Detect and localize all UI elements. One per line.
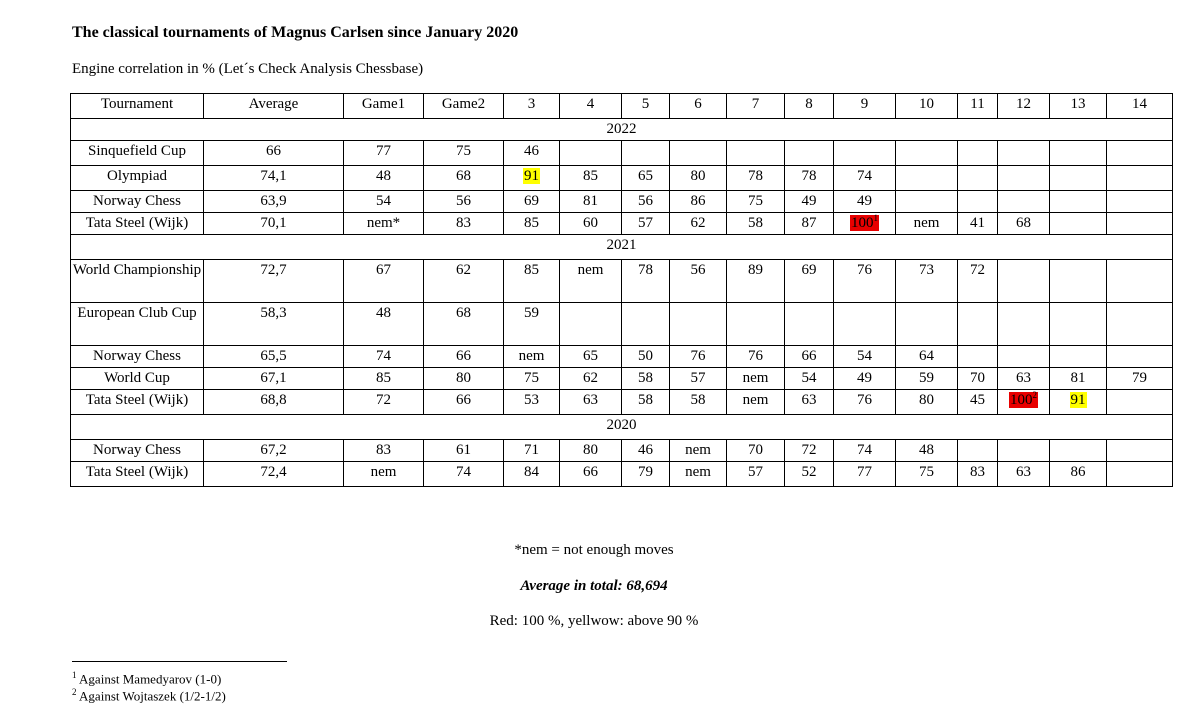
table-cell: 85: [344, 368, 424, 390]
table-cell: 78: [622, 260, 670, 303]
table-cell: 50: [622, 346, 670, 368]
table-cell: [504, 166, 560, 191]
table-header-row: [71, 94, 1173, 119]
table-cell: [958, 166, 998, 191]
table-cell: [727, 303, 785, 346]
table-cell: 49: [834, 191, 896, 213]
table-cell: 46: [504, 141, 560, 166]
average-cell: 67,2: [204, 440, 344, 462]
year-label: 2021: [71, 235, 1173, 260]
table-cell: 59: [504, 303, 560, 346]
table-cell: [958, 346, 998, 368]
column-header: 5: [622, 94, 670, 119]
tournament-name: Norway Chess: [71, 440, 204, 462]
footnote-text: Against Wojtaszek (1/2-1/2): [79, 688, 226, 704]
footnote-ref: 2: [1032, 390, 1037, 400]
table-row: [71, 440, 1173, 462]
tournament-name: Olympiad: [71, 166, 204, 191]
table-cell: 56: [424, 191, 504, 213]
table-cell: [896, 303, 958, 346]
table-cell: 70: [727, 440, 785, 462]
table-cell: 86: [1050, 462, 1107, 487]
table-cell: 87: [785, 213, 834, 235]
yellow-highlight-value: 91: [524, 168, 539, 184]
table-cell: 72: [344, 390, 424, 415]
footnote-2: [72, 687, 226, 704]
table-cell: 77: [834, 462, 896, 487]
table-cell: 67: [344, 260, 424, 303]
table-cell: [998, 440, 1050, 462]
column-header: 12: [998, 94, 1050, 119]
table-cell: 75: [504, 368, 560, 390]
table-cell: [998, 141, 1050, 166]
table-cell: [1050, 390, 1107, 415]
table-cell: 63: [785, 390, 834, 415]
table-cell: nem: [727, 368, 785, 390]
table-cell: [1050, 213, 1107, 235]
tournament-name: Tata Steel (Wijk): [71, 390, 204, 415]
table-cell: [785, 141, 834, 166]
table-cell: 70: [958, 368, 998, 390]
column-header: Game2: [424, 94, 504, 119]
table-cell: nem: [560, 260, 622, 303]
tournament-name: European Club Cup: [71, 303, 204, 346]
yellow-highlight-value: 91: [1070, 392, 1086, 408]
table-cell: 62: [424, 260, 504, 303]
table-cell: 81: [560, 191, 622, 213]
table-cell: [1107, 440, 1173, 462]
table-cell: [1107, 191, 1173, 213]
table-cell: [1107, 346, 1173, 368]
column-header: Tournament: [71, 94, 204, 119]
footnote-text: Against Mamedyarov (1-0): [79, 671, 222, 687]
table-cell: 75: [896, 462, 958, 487]
table-cell: [958, 191, 998, 213]
tournament-name: Norway Chess: [71, 346, 204, 368]
table-cell: [998, 346, 1050, 368]
column-header: 7: [727, 94, 785, 119]
table-cell: 66: [424, 346, 504, 368]
table-cell: 80: [560, 440, 622, 462]
table-row: [71, 303, 1173, 346]
table-cell: 69: [504, 191, 560, 213]
table-cell: 58: [622, 390, 670, 415]
table-cell: 60: [560, 213, 622, 235]
color-legend: Red: 100 %, yellwow: above 90 %: [489, 613, 699, 629]
table-cell: 85: [504, 260, 560, 303]
table-cell: 65: [560, 346, 622, 368]
average-cell: 72,4: [204, 462, 344, 487]
table-cell: 80: [670, 166, 727, 191]
table-cell: [1050, 440, 1107, 462]
table-cell: 79: [1107, 368, 1173, 390]
table-row: [71, 368, 1173, 390]
table-cell: 66: [560, 462, 622, 487]
table-cell: 63: [560, 390, 622, 415]
table-cell: 83: [344, 440, 424, 462]
table-cell: 76: [727, 346, 785, 368]
table-cell: 63: [998, 462, 1050, 487]
table-cell: 64: [896, 346, 958, 368]
table-cell: 46: [622, 440, 670, 462]
table-cell: [560, 141, 622, 166]
table-cell: [958, 303, 998, 346]
table-cell: [560, 303, 622, 346]
table-cell: nem*: [344, 213, 424, 235]
year-row: [71, 415, 1173, 440]
table-cell: 56: [670, 260, 727, 303]
table-cell: 75: [727, 191, 785, 213]
table-cell: [998, 390, 1050, 415]
table-cell: 58: [622, 368, 670, 390]
table-cell: [1107, 462, 1173, 487]
table-cell: [896, 191, 958, 213]
table-cell: [998, 260, 1050, 303]
table-cell: 69: [785, 260, 834, 303]
table-cell: 74: [834, 166, 896, 191]
column-header: 14: [1107, 94, 1173, 119]
table-cell: 66: [424, 390, 504, 415]
footnote-mark: 1: [72, 670, 77, 680]
table-cell: 74: [424, 462, 504, 487]
table-cell: 72: [785, 440, 834, 462]
year-label: 2020: [71, 415, 1173, 440]
average-cell: 70,1: [204, 213, 344, 235]
table-cell: nem: [727, 390, 785, 415]
column-header: 13: [1050, 94, 1107, 119]
table-cell: 86: [670, 191, 727, 213]
table-cell: [670, 303, 727, 346]
table-cell: 77: [344, 141, 424, 166]
table-cell: [998, 166, 1050, 191]
table-cell: 49: [785, 191, 834, 213]
table-cell: [834, 303, 896, 346]
tournament-name: Norway Chess: [71, 191, 204, 213]
tournament-name: Tata Steel (Wijk): [71, 462, 204, 487]
average-cell: 58,3: [204, 303, 344, 346]
table-row: [71, 166, 1173, 191]
column-header: Game1: [344, 94, 424, 119]
table-cell: 58: [727, 213, 785, 235]
average-cell: 66: [204, 141, 344, 166]
table-cell: 76: [834, 260, 896, 303]
average-total: Average in total: 68,694: [520, 578, 668, 594]
table-cell: [958, 440, 998, 462]
column-header: Average: [204, 94, 344, 119]
table-cell: [1050, 166, 1107, 191]
table-cell: 56: [622, 191, 670, 213]
table-cell: 66: [785, 346, 834, 368]
column-header: 8: [785, 94, 834, 119]
table-cell: [1107, 303, 1173, 346]
table-cell: 62: [560, 368, 622, 390]
table-cell: 48: [896, 440, 958, 462]
table-cell: 83: [958, 462, 998, 487]
table-cell: 45: [958, 390, 998, 415]
table-cell: 76: [670, 346, 727, 368]
table-cell: [1050, 346, 1107, 368]
red-highlight-value: [1009, 392, 1038, 408]
nem-legend: *nem = not enough moves: [514, 542, 674, 558]
table-cell: 54: [344, 191, 424, 213]
table-row: [71, 346, 1173, 368]
table-cell: 63: [998, 368, 1050, 390]
table-cell: [1107, 213, 1173, 235]
table-cell: 48: [344, 166, 424, 191]
table-cell: nem: [896, 213, 958, 235]
table-cell: 57: [622, 213, 670, 235]
table-cell: 89: [727, 260, 785, 303]
table-cell: nem: [670, 440, 727, 462]
footnote-1: [72, 670, 221, 687]
table-cell: 74: [834, 440, 896, 462]
table-cell: 76: [834, 390, 896, 415]
table-cell: 85: [560, 166, 622, 191]
table-cell: 84: [504, 462, 560, 487]
table-cell: [785, 303, 834, 346]
table-row: [71, 191, 1173, 213]
table-cell: [1050, 303, 1107, 346]
table-cell: 80: [896, 390, 958, 415]
document-title: The classical tournaments of Magnus Carlsen since January 2020: [72, 24, 519, 41]
table-cell: [998, 303, 1050, 346]
table-row: [71, 213, 1173, 235]
table-cell: [1107, 390, 1173, 415]
table-cell: [1107, 260, 1173, 303]
table-cell: 57: [670, 368, 727, 390]
table-cell: [670, 141, 727, 166]
table-cell: 62: [670, 213, 727, 235]
highlight-number: 100: [851, 215, 874, 231]
table-cell: 71: [504, 440, 560, 462]
column-header: 4: [560, 94, 622, 119]
footnote-mark: 2: [72, 687, 77, 697]
table-cell: [1050, 141, 1107, 166]
table-cell: [958, 141, 998, 166]
table-cell: 65: [622, 166, 670, 191]
column-header: 9: [834, 94, 896, 119]
column-header: 6: [670, 94, 727, 119]
table-cell: 78: [727, 166, 785, 191]
tournament-name: Tata Steel (Wijk): [71, 213, 204, 235]
table-row: [71, 390, 1173, 415]
document-subtitle: Engine correlation in % (Let´s Check Analysis Chessbase): [72, 61, 424, 77]
table-cell: [1050, 260, 1107, 303]
table-cell: 72: [958, 260, 998, 303]
average-cell: 68,8: [204, 390, 344, 415]
tournament-name: World Championship: [71, 260, 204, 303]
table-row: [71, 462, 1173, 487]
table-cell: 80: [424, 368, 504, 390]
average-cell: 67,1: [204, 368, 344, 390]
table-cell: 48: [344, 303, 424, 346]
column-header: 10: [896, 94, 958, 119]
table-cell: [622, 141, 670, 166]
table-cell: 73: [896, 260, 958, 303]
table-cell: 78: [785, 166, 834, 191]
average-cell: 63,9: [204, 191, 344, 213]
table-cell: [834, 213, 896, 235]
table-cell: 53: [504, 390, 560, 415]
red-highlight-value: [850, 215, 879, 231]
table-row: [71, 260, 1173, 303]
table-cell: [622, 303, 670, 346]
footnote-ref: 1: [873, 213, 878, 223]
table-cell: [1107, 141, 1173, 166]
column-header: 11: [958, 94, 998, 119]
year-row: [71, 119, 1173, 141]
table-cell: 75: [424, 141, 504, 166]
table-cell: nem: [670, 462, 727, 487]
footnote-divider: [72, 661, 287, 662]
average-cell: 65,5: [204, 346, 344, 368]
table-cell: [998, 191, 1050, 213]
tournament-name: Sinquefield Cup: [71, 141, 204, 166]
average-cell: 74,1: [204, 166, 344, 191]
table-cell: [834, 141, 896, 166]
tournament-name: World Cup: [71, 368, 204, 390]
results-table: [70, 93, 1173, 487]
table-row: [71, 141, 1173, 166]
table-cell: [896, 141, 958, 166]
column-header: 3: [504, 94, 560, 119]
table-cell: 54: [785, 368, 834, 390]
highlight-number: 100: [1010, 392, 1033, 408]
table-cell: [1107, 166, 1173, 191]
table-cell: 52: [785, 462, 834, 487]
table-cell: 79: [622, 462, 670, 487]
year-row: [71, 235, 1173, 260]
table-cell: 41: [958, 213, 998, 235]
table-cell: 49: [834, 368, 896, 390]
table-cell: [727, 141, 785, 166]
average-cell: 72,7: [204, 260, 344, 303]
table-cell: 54: [834, 346, 896, 368]
table-cell: 68: [998, 213, 1050, 235]
table-cell: 58: [670, 390, 727, 415]
table-cell: 85: [504, 213, 560, 235]
table-cell: 83: [424, 213, 504, 235]
table-cell: [1050, 191, 1107, 213]
table-cell: [896, 166, 958, 191]
table-cell: 57: [727, 462, 785, 487]
table-cell: nem: [344, 462, 424, 487]
table-cell: 59: [896, 368, 958, 390]
year-label: 2022: [71, 119, 1173, 141]
table-cell: nem: [504, 346, 560, 368]
table-cell: 81: [1050, 368, 1107, 390]
table-cell: 74: [344, 346, 424, 368]
table-cell: 68: [424, 303, 504, 346]
table-cell: 68: [424, 166, 504, 191]
table-cell: 61: [424, 440, 504, 462]
